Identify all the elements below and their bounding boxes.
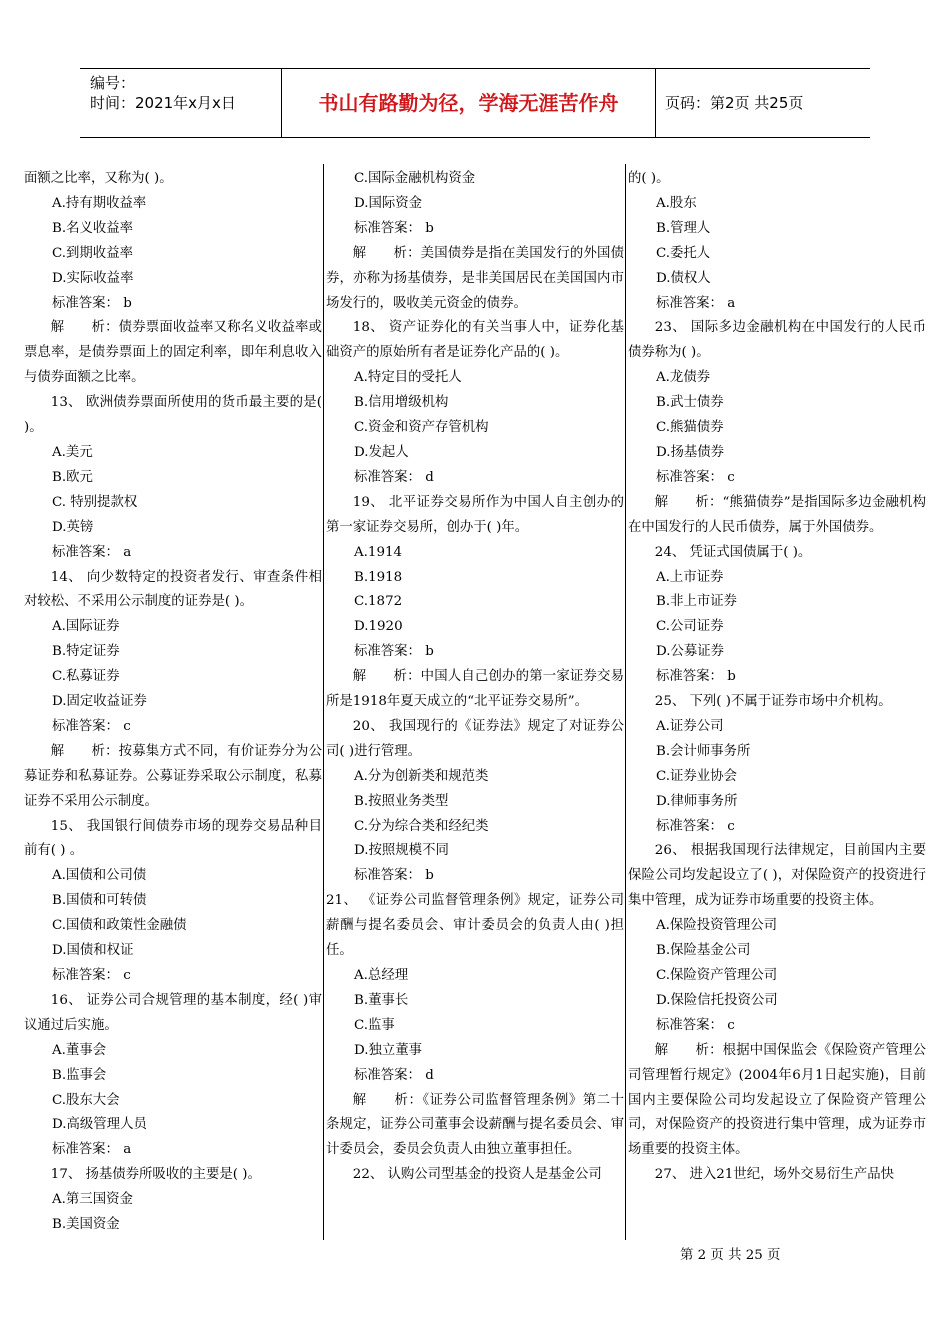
answer-option: A.董事会 (52, 1042, 107, 1058)
answer-option: A.上市证券 (656, 569, 724, 585)
answer-option: C.国债和政策性金融债 (52, 918, 187, 934)
question: 22、 认购公司型基金的投资人是基金公司 (352, 1167, 602, 1183)
explanation: 解 析：中国人自己创办的第一家证券交易所是1918年夏天成立的“北平证券交易所”。 (326, 669, 624, 710)
page-footer: 第 2 页 共 25 页 (680, 1248, 781, 1263)
header-meta (90, 73, 236, 113)
answer-option: B.会计师事务所 (656, 743, 751, 759)
question: 16、 证券公司合规管理的基本制度，经( )审议通过后实施。 (24, 992, 322, 1033)
header-page-number: 页码：第2页 共25页 (665, 94, 804, 112)
answer-option: D.扬基债券 (656, 444, 725, 460)
answer-option: C.证券业协会 (656, 768, 737, 784)
answer-option: A.第三国资金 (52, 1192, 133, 1208)
explanation: 解 析：美国债券是指在美国发行的外国债券，亦称为扬基债券，是非美国居民在美国国内市场发行的，吸收美元资金的债券。 (326, 245, 624, 311)
standard-answer: 标准答案： b (52, 295, 132, 311)
document-time-label: 时间：2021年x月x日 (90, 94, 236, 112)
question: 19、 北平证券交易所作为中国人自主创办的第一家证券交易所，创办于( )年。 (326, 494, 624, 535)
header-divider (655, 69, 656, 137)
answer-option: D.实际收益率 (52, 270, 134, 286)
standard-answer: 标准答案： c (656, 818, 735, 834)
answer-option: D.1920 (354, 619, 403, 635)
answer-option: B.按照业务类型 (354, 793, 449, 809)
text-column-2 (326, 167, 624, 1188)
answer-option: B.1918 (354, 569, 403, 585)
question: 18、 资产证券化的有关当事人中，证券化基础资产的原始所有者是证券化产品的( )。 (326, 320, 624, 361)
answer-option: C. 特别提款权 (52, 494, 138, 510)
answer-option: D.英镑 (52, 519, 94, 535)
text-column-3 (628, 167, 926, 1188)
standard-answer: 标准答案： d (354, 469, 434, 485)
answer-option: B.董事长 (354, 992, 409, 1008)
question: 20、 我国现行的《证券法》规定了对证券公司( )进行管理。 (326, 718, 624, 759)
standard-answer: 标准答案： c (656, 469, 735, 485)
question: 23、 国际多边金融机构在中国发行的人民币债券称为( )。 (628, 320, 926, 361)
standard-answer: 标准答案： c (52, 718, 131, 734)
answer-option: B.非上市证券 (656, 594, 738, 610)
continued-text: 的( )。 (628, 171, 670, 186)
standard-answer: 标准答案： b (656, 669, 736, 685)
question: 25、 下列( )不属于证券市场中介机构。 (654, 694, 892, 710)
answer-option: A.总经理 (354, 968, 409, 983)
answer-option: B.国债和可转债 (52, 893, 147, 909)
answer-option: C.股东大会 (52, 1092, 120, 1108)
continued-text: 21、 《证券公司监督管理条例》规定，证券公司薪酬与提名委员会、审计委员会的负责人由( )担任。 (326, 893, 624, 959)
answer-option: B.名义收益率 (52, 220, 134, 236)
answer-option: D.国际资金 (354, 195, 423, 211)
answer-option: C.委托人 (656, 245, 711, 261)
answer-option: D.发起人 (354, 444, 409, 460)
answer-option: A.证券公司 (656, 718, 724, 734)
answer-option: B.特定证券 (52, 644, 120, 660)
answer-option: A.股东 (656, 195, 697, 211)
question: 15、 我国银行间债券市场的现券交易品种目前有( ) 。 (24, 818, 322, 859)
page-header (80, 68, 870, 138)
explanation: 解 析：债券票面收益率又称名义收益率或票息率，是债券票面上的固定利率，即年利息收入与债券面额之比率。 (24, 320, 322, 386)
standard-answer: 标准答案： a (52, 544, 132, 560)
question: 24、 凭证式国债属于( )。 (654, 544, 812, 560)
standard-answer: 标准答案： b (354, 220, 434, 236)
header-motto: 书山有路勤为径，学海无涯苦作舟 (318, 91, 619, 115)
answer-option: D.按照规模不同 (354, 843, 449, 859)
document-number-label: 编号： (90, 74, 136, 92)
standard-answer: 标准答案： a (656, 295, 736, 311)
standard-answer: 标准答案： b (354, 644, 434, 660)
standard-answer: 标准答案： a (52, 1142, 132, 1158)
answer-option: A.1914 (354, 544, 403, 560)
answer-option: C.资金和资产存管机构 (354, 420, 489, 436)
answer-option: C.分为综合类和经纪类 (354, 818, 489, 834)
answer-option: D.固定收益证券 (52, 694, 147, 710)
text-column-1 (24, 167, 322, 1238)
standard-answer: 标准答案： b (354, 868, 434, 884)
answer-option: A.国债和公司债 (52, 868, 147, 884)
question: 17、 扬基债券所吸收的主要是( )。 (50, 1167, 261, 1183)
answer-option: B.信用增级机构 (354, 395, 449, 411)
answer-option: C.监事 (354, 1017, 395, 1033)
answer-option: A.保险投资管理公司 (656, 918, 778, 934)
standard-answer: 标准答案： c (52, 968, 131, 983)
column-divider (323, 164, 324, 1240)
answer-option: B.欧元 (52, 469, 93, 485)
answer-option: C.私募证券 (52, 669, 120, 685)
standard-answer: 标准答案： c (656, 1017, 735, 1033)
answer-option: C.国际金融机构资金 (354, 171, 476, 186)
answer-option: D.高级管理人员 (52, 1117, 147, 1133)
question: 26、 根据我国现行法律规定，目前国内主要保险公司均发起设立了( )，对保险资产的投资进行集中管理，成为证券市场重要的投资主体。 (628, 843, 926, 909)
answer-option: A.美元 (52, 444, 93, 460)
answer-option: B.管理人 (656, 220, 711, 236)
answer-option: A.分为创新类和规范类 (354, 768, 489, 784)
column-divider (625, 164, 626, 1240)
answer-option: A.龙债券 (656, 370, 711, 386)
standard-answer: 标准答案： d (354, 1067, 434, 1083)
answer-option: D.公募证券 (656, 644, 725, 660)
answer-option: D.独立董事 (354, 1042, 423, 1058)
answer-option: B.美国资金 (52, 1217, 120, 1233)
answer-option: B.武士债券 (656, 395, 724, 411)
question: 14、 向少数特定的投资者发行、审查条件相对较松、不采用公示制度的证券是( )。 (24, 569, 322, 610)
explanation: 解 析：《证券公司监督管理条例》第二十条规定，证券公司董事会设薪酬与提名委员会、审计委员会，委员会负责人由独立董事担任。 (326, 1092, 624, 1158)
answer-option: C.保险资产管理公司 (656, 968, 778, 983)
question: 27、 进入21世纪，场外交易衍生产品快 (654, 1167, 894, 1183)
answer-option: C.公司证券 (656, 619, 724, 635)
question: 13、 欧洲债券票面所使用的货币最主要的是( )。 (24, 395, 322, 436)
answer-option: A.特定目的受托人 (354, 370, 462, 386)
answer-option: B.保险基金公司 (656, 943, 751, 959)
explanation: 解 析：“熊猫债券”是指国际多边金融机构在中国发行的人民币债券，属于外国债券。 (628, 494, 926, 535)
answer-option: D.债权人 (656, 270, 711, 286)
answer-option: C.到期收益率 (52, 245, 133, 261)
explanation: 解 析：根据中国保监会《保险资产管理公司管理暂行规定》(2004年6月1日起实施)，目前国内主要保险公司均发起设立了保险资产管理公司，对保险资产的投资进行集中管理，成为证券市场重要的投资主体。 (628, 1042, 926, 1158)
answer-option: D.保险信托投资公司 (656, 992, 778, 1008)
answer-option: A.持有期收益率 (52, 195, 147, 211)
answer-option: D.国债和权证 (52, 943, 134, 959)
continued-text: 面额之比率，又称为( )。 (24, 171, 173, 186)
answer-option: B.监事会 (52, 1067, 107, 1083)
answer-option: C.1872 (354, 594, 403, 610)
answer-option: D.律师事务所 (656, 793, 738, 809)
answer-option: A.国际证券 (52, 619, 120, 635)
answer-option: C.熊猫债券 (656, 420, 724, 436)
explanation: 解 析：按募集方式不同，有价证券分为公募证券和私募证券。公募证券采取公示制度，私募证券不采用公示制度。 (24, 743, 322, 809)
